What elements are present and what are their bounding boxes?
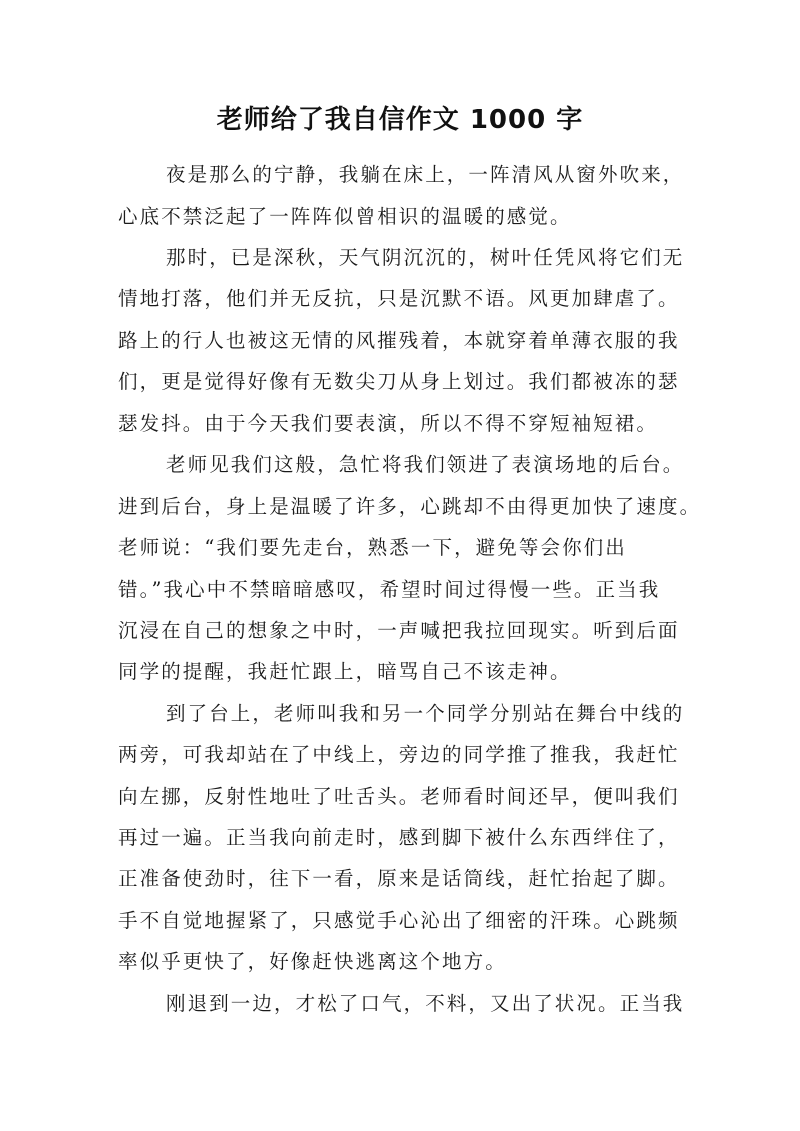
text-line: 们，更是觉得好像有无数尖刀从身上划过。我们都被冻的瑟 xyxy=(118,370,680,393)
text-line: 手不自觉地握紧了，只感觉手心沁出了细密的汗珠。心跳频 xyxy=(118,909,680,932)
text-line: 心底不禁泛起了一阵阵似曾相识的温暖的感觉。 xyxy=(118,205,572,228)
text-line: 刚退到一边，才松了口气，不料，又出了状况。正当我 xyxy=(166,992,685,1015)
text-line: 老师见我们这般，急忙将我们领进了表演场地的后台。 xyxy=(166,453,685,476)
text-line: 向左挪，反射性地吐了吐舌头。老师看时间还早，便叫我们 xyxy=(118,785,680,808)
text-line: 夜是那么的宁静，我躺在床上，一阵清风从窗外吹来， xyxy=(166,163,685,186)
text-line: 情地打落，他们并无反抗，只是沉默不语。风更加肆虐了。 xyxy=(118,287,680,310)
text-line: 再过一遍。正当我向前走时，感到脚下被什么东西绊住了， xyxy=(118,826,680,849)
text-line: 进到后台，身上是温暖了许多，心跳却不由得更加快了速度。 xyxy=(118,495,702,518)
text-line: 路上的行人也被这无情的风摧残着，本就穿着单薄衣服的我 xyxy=(118,329,680,352)
text-line: 到了台上，老师叫我和另一个同学分别站在舞台中线的 xyxy=(166,702,685,725)
text-line: 瑟发抖。由于今天我们要表演，所以不得不穿短袖短裙。 xyxy=(118,412,659,435)
page-title: 老师给了我自信作文 1000 字 xyxy=(216,105,584,135)
text-line: 正准备使劲时，往下一看，原来是话筒线，赶忙抬起了脚。 xyxy=(118,867,680,890)
text-line: 率似乎更快了，好像赶快逃离这个地方。 xyxy=(118,950,507,973)
text-line: 错。”我心中不禁暗暗感叹，希望时间过得慢一些。正当我 xyxy=(118,578,661,601)
text-line: 那时，已是深秋，天气阴沉沉的，树叶任凭风将它们无 xyxy=(166,246,685,269)
text-line: 老师说：“我们要先走台，熟悉一下，避免等会你们出 xyxy=(118,536,627,559)
text-line: 同学的提醒，我赶忙跟上，暗骂自己不该走神。 xyxy=(118,660,572,683)
text-line: 两旁，可我却站在了中线上，旁边的同学推了推我，我赶忙 xyxy=(118,743,680,766)
text-line: 沉浸在自己的想象之中时，一声喊把我拉回现实。听到后面 xyxy=(118,619,680,642)
